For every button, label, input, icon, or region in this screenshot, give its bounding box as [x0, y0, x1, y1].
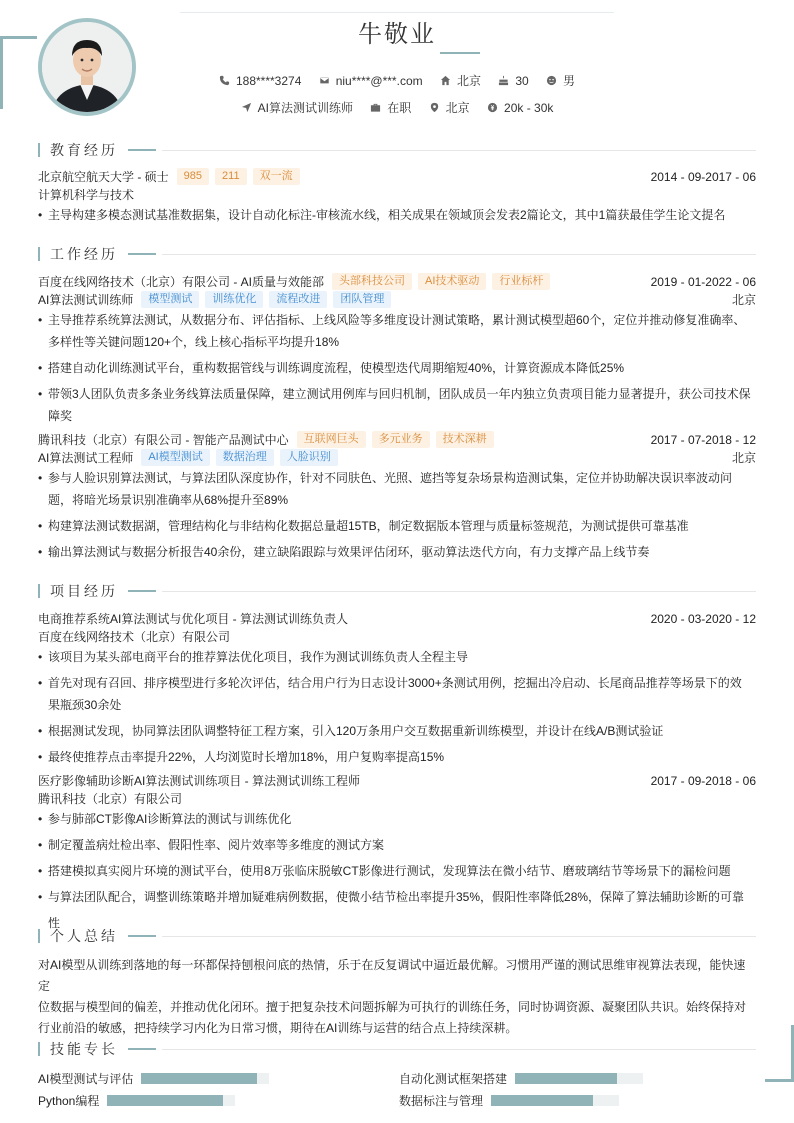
role-tag: 团队管理 [333, 291, 391, 308]
briefcase-icon [370, 102, 381, 113]
intent-city [429, 99, 470, 116]
company-tag: 头部科技公司 [332, 273, 412, 290]
role-tag: 流程改进 [269, 291, 327, 308]
skill-item [38, 1092, 235, 1109]
work-bullet: • 主导推荐系统算法测试，从数据分布、评估指标、上线风险等多维度设计测试策略，累计测试模型超60个，定位并推动修复准确率、 [38, 307, 756, 333]
work-role-row [38, 291, 756, 308]
intent-status-text: 在职 [387, 101, 412, 115]
school-name: 北京航空航天大学 - 硕士 [38, 170, 169, 184]
phone-icon [219, 75, 230, 86]
skill-name: 自动化测试框架搭建 [399, 1072, 508, 1086]
project-org: 腾讯科技（北京）有限公司 [38, 792, 183, 806]
work-company-row [38, 273, 756, 290]
section-title-text: 技能专长 [50, 1042, 118, 1058]
role-name: AI算法测试训练师 [38, 293, 134, 307]
skill-name: 数据标注与管理 [399, 1094, 484, 1108]
project-title-row [38, 772, 756, 789]
candidate-name: 牛敬业 [358, 20, 436, 48]
skill-level-fill [141, 1073, 256, 1084]
education-major-row [38, 186, 756, 203]
skill-level-bar [515, 1073, 643, 1084]
education-date: 2014 - 09-2017 - 06 [650, 169, 756, 184]
role-tag: 训练优化 [205, 291, 263, 308]
skill-name: Python编程 [38, 1094, 100, 1108]
role-tags [133, 449, 337, 466]
role-name: AI算法测试工程师 [38, 451, 134, 465]
section-title-summary [38, 927, 756, 945]
project-bullet: • 首先对现有召回、排序模型进行多轮次评估，结合用户行为日志设计3000+条测试用例，挖掘出冷启动、长尾商品推荐等场景下的效 [38, 670, 756, 696]
project-date: 2017 - 09-2018 - 06 [650, 773, 756, 788]
project-bullet-continued: 果瓶颈30余处 [48, 698, 122, 712]
company-tags [324, 273, 550, 290]
company-tag: 行业标杆 [492, 273, 550, 290]
company-tag: AI技术驱动 [418, 273, 486, 290]
email-text: niu****@***.com [335, 73, 423, 88]
contact-email [319, 74, 423, 88]
company-tag: 多元业务 [372, 431, 430, 448]
intent-salary [487, 101, 553, 115]
location-pin-icon [429, 102, 440, 113]
work-bullet-continued: 多样性等关键问题120+个，线上核心指标平均提升18% [48, 335, 340, 349]
summary-line: 行业前沿的敏感，把持续学习内化为日常习惯，期待在AI训练与运营的结合点上持续深耕。 [38, 1021, 518, 1035]
project-bullet: • 搭建模拟真实阅片环境的测试平台，使用8万张临床脱敏CT影像进行测试，发现算法在微小结节、磨玻璃结节等场景下的漏检问题 [38, 858, 756, 884]
work-city: 北京 [731, 451, 756, 465]
top-divider [180, 12, 614, 13]
skill-level-fill [515, 1073, 617, 1084]
school-tag: 211 [215, 168, 247, 185]
contact-home [440, 72, 481, 89]
gender-icon [546, 75, 557, 86]
major: 计算机科学与技术 [38, 188, 135, 202]
role-tag: AI模型测试 [141, 449, 209, 466]
contact-row [0, 72, 794, 89]
cake-icon [498, 75, 509, 86]
project-org: 百度在线网络技术（北京）有限公司 [38, 630, 231, 644]
skill-level-bar [141, 1073, 269, 1084]
skill-level-bar [107, 1095, 235, 1106]
project-bullet: • 根据测试发现，协同算法团队调整特征工程方案，引入120万条用户交互数据重新训练模型，并设计在线A/B测试验证 [38, 718, 756, 744]
contact-age [498, 74, 528, 88]
section-title-text: 教育经历 [50, 143, 118, 159]
intent-position [241, 99, 353, 116]
summary-line: 对AI模型从训练到落地的每一环都保持刨根问底的热情，乐于在反复调试中逼近最优解。习惯用严谨的测试思维审视算法表现，能快速定 [38, 958, 746, 993]
gender-text: 男 [563, 74, 576, 88]
role-tag: 模型测试 [141, 291, 199, 308]
age-text: 30 [515, 73, 529, 88]
company-name: 百度在线网络技术（北京）有限公司 - AI质量与效能部 [38, 275, 325, 289]
money-icon [487, 102, 498, 113]
phone-text: 188****3274 [235, 73, 302, 88]
section-title-work [38, 245, 756, 263]
project-bullet: • 与算法团队配合，调整训练策略并增加疑难病例数据，使微小结节检出率提升35%，假阳性率降低28%，保障了算法辅助诊断的可靠性 [38, 884, 756, 936]
work-city: 北京 [731, 293, 756, 307]
work-role-row [38, 449, 756, 466]
home-icon [440, 75, 451, 86]
education-bullet: • 主导构建多模态测试基准数据集，设计自动化标注-审核流水线，相关成果在领域顶会发表2篇论文，其中1篇获最佳学生论文提名 [38, 202, 756, 228]
project-bullet: • 制定覆盖病灶检出率、假阳性率、阅片效率等多维度的测试方案 [38, 832, 756, 858]
skill-level-fill [107, 1095, 222, 1106]
work-date: 2019 - 01-2022 - 06 [650, 274, 756, 289]
work-bullet: • 构建算法测试数据湖，管理结构化与非结构化数据总量超15TB，制定数据版本管理与质量标签规范，为测试提供可靠基准 [38, 513, 756, 539]
project-date: 2020 - 03-2020 - 12 [650, 611, 756, 626]
work-date: 2017 - 07-2018 - 12 [650, 432, 756, 447]
school-tags [169, 168, 300, 185]
project-bullet: • 参与肺部CT影像AI诊断算法的测试与训练优化 [38, 806, 756, 832]
project-title: 医疗影像辅助诊断AI算法测试训练项目 - 算法测试训练工程师 [38, 774, 361, 788]
contact-gender [546, 72, 575, 89]
skill-level-bar [491, 1095, 619, 1106]
section-title-skills [38, 1040, 756, 1058]
skill-item [38, 1070, 269, 1087]
intent-city-text: 北京 [445, 101, 470, 115]
job-intent-row [0, 99, 794, 116]
send-icon [241, 102, 252, 113]
project-org-row [38, 790, 756, 807]
skill-item [399, 1070, 643, 1087]
project-bullet: • 最终使推荐点击率提升22%，人均浏览时长增加18%，用户复购率提高15% [38, 744, 756, 770]
skill-level-fill [491, 1095, 593, 1106]
intent-status [370, 99, 411, 116]
home-text: 北京 [456, 74, 481, 88]
project-title: 电商推荐系统AI算法测试与优化项目 - 算法测试训练负责人 [38, 612, 349, 626]
work-bullet-continued: 障奖 [48, 409, 73, 423]
work-bullet-continued: 题，将暗光场景识别准确率从68%提升至89% [48, 493, 289, 507]
section-title-text: 个人总结 [50, 929, 118, 945]
corner-decoration-bottom-right [765, 1025, 794, 1082]
project-org-row [38, 628, 756, 645]
role-tag: 人脸识别 [280, 449, 338, 466]
work-bullet: • 输出算法测试与数据分析报告40余份，建立缺陷跟踪与效果评估闭环，驱动算法迭代方向，有力支撑产品上线节奏 [38, 539, 756, 565]
name-underline [440, 52, 480, 54]
education-header [38, 168, 756, 185]
contact-phone [219, 74, 301, 88]
work-bullet: • 搭建自动化训练测试平台，重构数据管线与训练调度流程，使模型迭代周期缩短40%，计算资源成本降低25% [38, 355, 756, 381]
company-tag: 互联网巨头 [297, 431, 366, 448]
role-tag: 数据治理 [216, 449, 274, 466]
section-title-text: 项目经历 [50, 584, 118, 600]
mail-icon [319, 75, 330, 86]
project-bullet: • 该项目为某头部电商平台的推荐算法优化项目，我作为测试训练负责人全程主导 [38, 644, 756, 670]
summary-text [38, 955, 756, 1039]
summary-line: 位数据与模型间的偏差，并推动优化闭环。擅于把复杂技术问题拆解为可执行的训练任务，同时协调资源、凝聚团队共识。始终保持对 [38, 1000, 747, 1014]
section-title-project [38, 582, 756, 600]
school-tag: 双一流 [253, 168, 300, 185]
intent-salary-text: 20k - 30k [504, 100, 554, 115]
role-tags [133, 291, 391, 308]
company-tags [289, 431, 494, 448]
work-company-row [38, 431, 756, 448]
intent-position-text: AI算法测试训练师 [257, 101, 353, 115]
school-tag: 985 [177, 168, 209, 185]
section-title-text: 工作经历 [50, 247, 118, 263]
section-title-education [38, 141, 756, 159]
work-bullet: • 带领3人团队负责多条业务线算法质量保障，建立测试用例库与回归机制，团队成员一年内独立负责项目能力显著提升，获公司技术保 [38, 381, 756, 407]
work-bullet: • 参与人脸识别算法测试，与算法团队深度协作，针对不同肤色、光照、遮挡等复杂场景构造测试集，定位并协助解决误识率波动问 [38, 465, 756, 491]
skill-item [399, 1092, 619, 1109]
company-name: 腾讯科技（北京）有限公司 - 智能产品测试中心 [38, 433, 289, 447]
project-title-row [38, 610, 756, 627]
company-tag: 技术深耕 [436, 431, 494, 448]
skill-name: AI模型测试与评估 [38, 1072, 134, 1086]
